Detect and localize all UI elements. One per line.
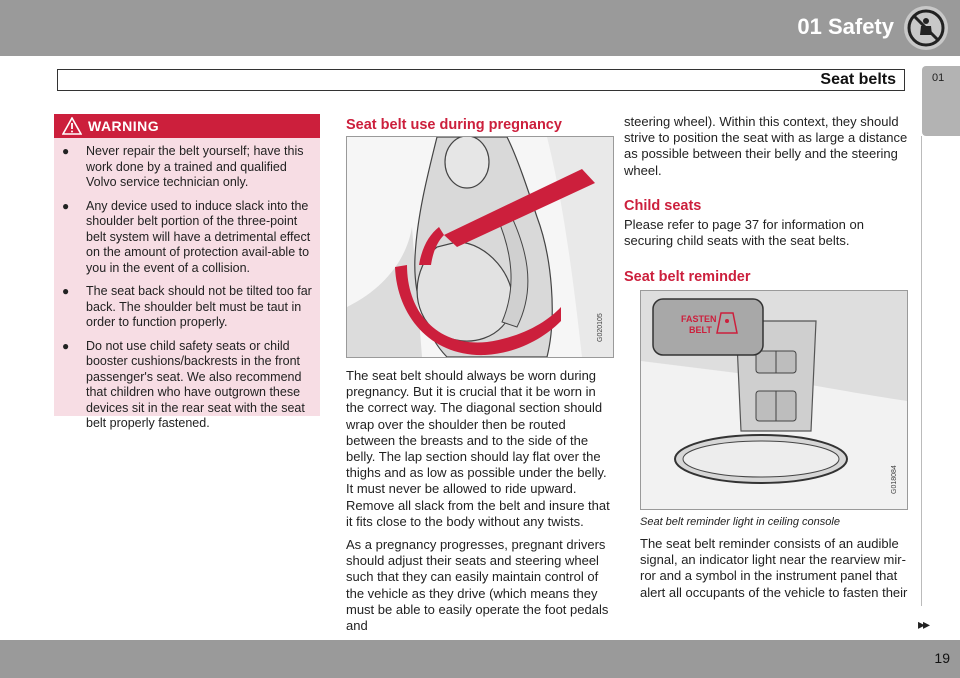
paragraph: The seat belt should always be worn during pregnancy. But it is crucial that it be worn in the correct way. The diagonal section should wrap over the shoulder then be routed between the breasts and to the side of the belly. The lap section should lay flat over the thighs and as low as possible under the belly. It must never be allowed to ride upward. Remove all slack from the belt and insure that it fits close to the body without any twists.: [346, 368, 610, 529]
image-code: G020105: [597, 313, 604, 342]
section-bar: [57, 69, 905, 91]
figure-caption: Seat belt reminder light in ceiling console: [640, 516, 840, 528]
child-seats-body: [624, 217, 910, 256]
pregnancy-illustration: [346, 136, 614, 358]
paragraph: As a pregnancy progresses, pregnant drivers should adjust their seats and steering wheel such that they can easily maintain control of the vehicle as they drive (which means they must be able to easily operate the foot pedals and: [346, 537, 609, 634]
list-item: ● Any device used to induce slack into the shoulder belt portion of the three-point belt system will have a detrimental effect on the amount of protection avail-able to you in the event of a collision.: [62, 198, 311, 275]
section-title: Seat belts: [820, 71, 896, 88]
pregnancy-body: [346, 368, 616, 641]
warning-box: [54, 114, 320, 430]
list-item: ● Never repair the belt yourself; have this work done by a trained and qualified Volvo service technician only.: [62, 144, 304, 189]
chapter-title: 01 Safety: [797, 14, 894, 39]
pregnancy-heading: Seat belt use during pregnancy: [346, 117, 562, 133]
lamp-label-1: FASTEN: [681, 314, 717, 324]
paragraph: Please refer to page 37 for information on securing child seats with the seat belts.: [624, 217, 864, 249]
reminder-illustration: [640, 290, 908, 510]
lamp-label-2: BELT: [689, 325, 712, 335]
tab-divider: [921, 136, 922, 606]
no-smoking-seatbelt-icon: [904, 6, 948, 50]
page-number: 19: [934, 650, 950, 666]
child-seats-heading: Child seats: [624, 198, 702, 214]
paragraph: steering wheel). Within this context, they should strive to position the seat with as large a distance as possible between their belly and the steering wheel.: [624, 114, 908, 178]
chapter-tab-number: 01: [932, 72, 945, 84]
warning-title: WARNING: [88, 118, 160, 134]
list-item: ● Do not use child safety seats or child booster cushions/backrests in the front passenger's seat. We also recommend that children who have outgrown these devices sit in the rear seat with the seat belt properly fastened.: [62, 338, 305, 430]
image-code: G018084: [891, 465, 898, 494]
warning-header: [54, 114, 320, 138]
bottom-banner: [0, 640, 960, 678]
paragraph: The seat belt reminder consists of an audible signal, an indicator light near the rearview mir-ror and a symbol in the instrument panel that alert all occupants of the vehicle to fasten their: [640, 536, 908, 600]
top-banner: [0, 0, 960, 56]
next-page-arrows-icon[interactable]: ▸▸: [918, 616, 929, 632]
pregnancy-continued: [624, 114, 910, 186]
warning-triangle-icon: [62, 117, 82, 135]
reminder-body: [640, 536, 910, 608]
list-item: ● The seat back should not be tilted too far back. The shoulder belt must be taut in order to function properly.: [62, 284, 312, 329]
warning-list: [54, 144, 316, 440]
reminder-heading: Seat belt reminder: [624, 269, 751, 285]
